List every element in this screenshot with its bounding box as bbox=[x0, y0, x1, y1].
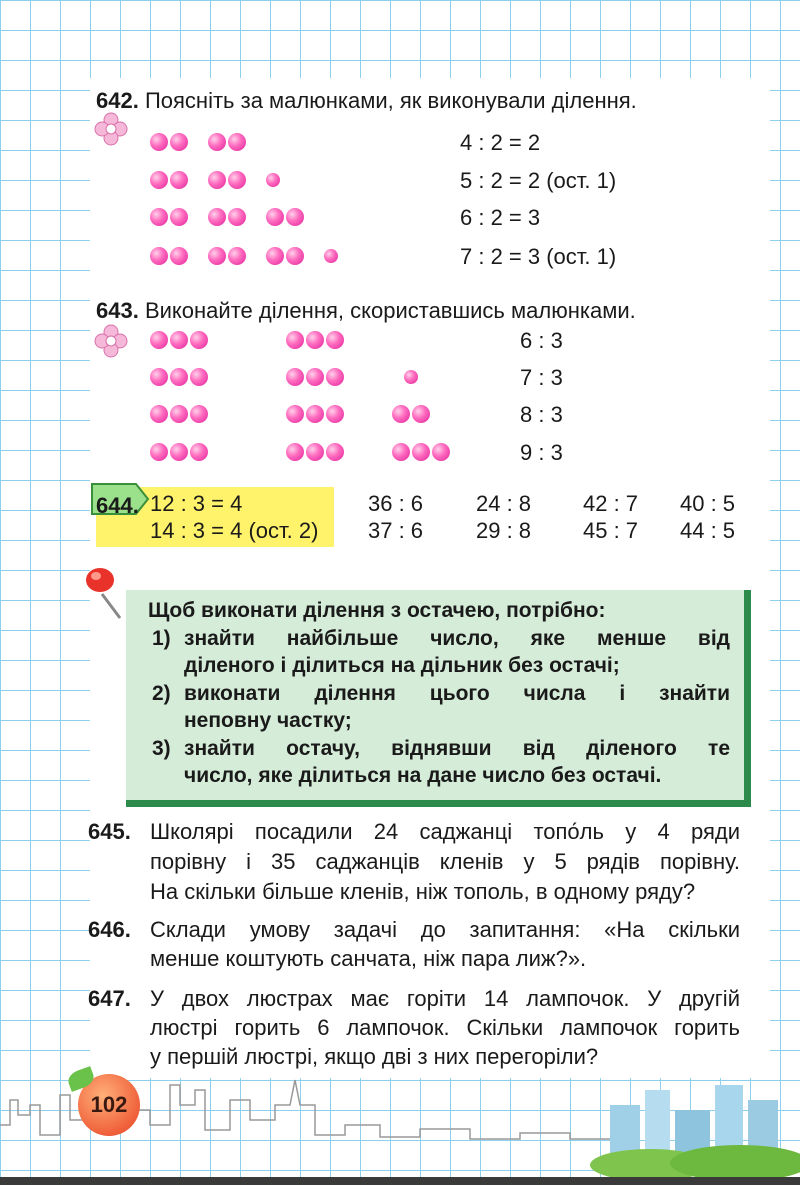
rule-item-line: діленого і ділиться на дільник без остачі; bbox=[184, 654, 620, 677]
ball-row bbox=[150, 399, 450, 429]
exercise-number: 645. bbox=[88, 819, 131, 844]
rule-item-line: знайти найбільше число, яке менше від bbox=[184, 627, 730, 650]
rule-item-marker: 2) bbox=[152, 682, 171, 705]
rule-item-line: знайти остачу, віднявши від діленого те bbox=[184, 737, 730, 760]
ball-group bbox=[150, 331, 208, 349]
ball-group bbox=[286, 443, 344, 461]
expression: 42 : 7 bbox=[583, 491, 639, 516]
expression: 8 : 3 bbox=[520, 402, 563, 427]
expression: 37 : 6 bbox=[368, 518, 424, 543]
ball-group bbox=[208, 247, 246, 265]
exercise-643 bbox=[96, 298, 636, 324]
exercise-number: 643. bbox=[96, 298, 139, 323]
ball-group bbox=[392, 443, 450, 461]
ball-group bbox=[150, 133, 188, 151]
expression: 36 : 6 bbox=[368, 491, 424, 516]
exercise-line: менше коштують санчата, ніж пара лиж?». bbox=[150, 946, 587, 971]
equation: 4 : 2 = 2 bbox=[460, 130, 541, 155]
ball-row bbox=[150, 325, 364, 355]
ball-group bbox=[266, 173, 280, 187]
ball-row bbox=[150, 241, 358, 271]
exercise-line: Склади умову задачі до запитання: «На скільки bbox=[150, 917, 740, 942]
exercise-line: Школярі посадили 24 саджанці топо́ль у 4 ряди bbox=[150, 819, 740, 844]
ball-group bbox=[208, 208, 246, 226]
ball-group bbox=[150, 247, 188, 265]
ball-group bbox=[150, 443, 208, 461]
expression: 24 : 8 bbox=[476, 491, 532, 516]
ball-row bbox=[150, 202, 324, 232]
ball-group bbox=[404, 370, 418, 384]
ball-group bbox=[150, 368, 208, 386]
ball-row bbox=[150, 362, 438, 392]
ball-group bbox=[150, 405, 208, 423]
expression: 40 : 5 bbox=[680, 491, 736, 516]
expression: 44 : 5 bbox=[680, 518, 736, 543]
equation: 6 : 2 = 3 bbox=[460, 205, 541, 230]
example-2: 14 : 3 = 4 (ост. 2) bbox=[150, 518, 319, 543]
rule-item-line: неповну частку; bbox=[184, 709, 352, 732]
exercise-number: 646. bbox=[88, 917, 131, 942]
exercise-line: у першій люстрі, якщо дві з них перегоріли? bbox=[150, 1044, 599, 1069]
ball-row bbox=[150, 165, 300, 195]
rule-item-line: виконати ділення цього числа і знайти bbox=[184, 682, 730, 705]
ball-group bbox=[208, 133, 246, 151]
ball-group bbox=[266, 247, 304, 265]
page-number: 102 bbox=[78, 1074, 140, 1136]
expression: 6 : 3 bbox=[520, 328, 563, 353]
ball-group bbox=[392, 405, 430, 423]
ball-group bbox=[150, 208, 188, 226]
expression: 29 : 8 bbox=[476, 518, 532, 543]
exercise-text: Виконайте ділення, скориставшись малюнками. bbox=[144, 298, 636, 323]
ball-group bbox=[324, 249, 338, 263]
rule-item-marker: 1) bbox=[152, 627, 171, 650]
exercise-number: 642. bbox=[96, 88, 139, 113]
expression: 9 : 3 bbox=[520, 440, 563, 465]
ball-row bbox=[150, 437, 470, 467]
exercise-line: У двох люстрах має горіти 14 лампочок. У другій bbox=[150, 986, 740, 1011]
equation: 7 : 2 = 3 (ост. 1) bbox=[460, 244, 617, 269]
ball-group bbox=[286, 331, 344, 349]
ball-group bbox=[266, 208, 304, 226]
ball-row bbox=[150, 127, 266, 157]
ball-group bbox=[286, 368, 344, 386]
rule-item-marker: 3) bbox=[152, 737, 171, 760]
equation: 5 : 2 = 2 (ост. 1) bbox=[460, 168, 617, 193]
rule-item-line: число, яке ділиться на дане число без остачі. bbox=[184, 764, 662, 787]
pushpin-icon bbox=[84, 560, 132, 620]
expression: 45 : 7 bbox=[583, 518, 639, 543]
exercise-number: 647. bbox=[88, 986, 131, 1011]
expression: 7 : 3 bbox=[520, 365, 563, 390]
ball-group bbox=[150, 171, 188, 189]
exercise-line: люстрі горить 6 лампочок. Скільки лампочок горить bbox=[150, 1015, 740, 1040]
exercise-line: порівну і 35 саджанців кленів у 5 рядів порівну. bbox=[150, 849, 740, 874]
ball-group bbox=[208, 171, 246, 189]
exercise-642 bbox=[96, 88, 637, 114]
flower-icon bbox=[94, 112, 128, 146]
flower-icon bbox=[94, 324, 128, 358]
exercise-number: 644. bbox=[96, 493, 139, 518]
rule-title: Щоб виконати ділення з остачею, потрібно: bbox=[148, 599, 606, 622]
ball-group bbox=[286, 405, 344, 423]
exercise-text: Поясніть за малюнками, як виконували ділення. bbox=[144, 88, 637, 113]
example-1: 12 : 3 = 4 bbox=[150, 491, 243, 516]
exercise-line: На скільки більше кленів, ніж тополь, в одному ряду? bbox=[150, 879, 696, 904]
